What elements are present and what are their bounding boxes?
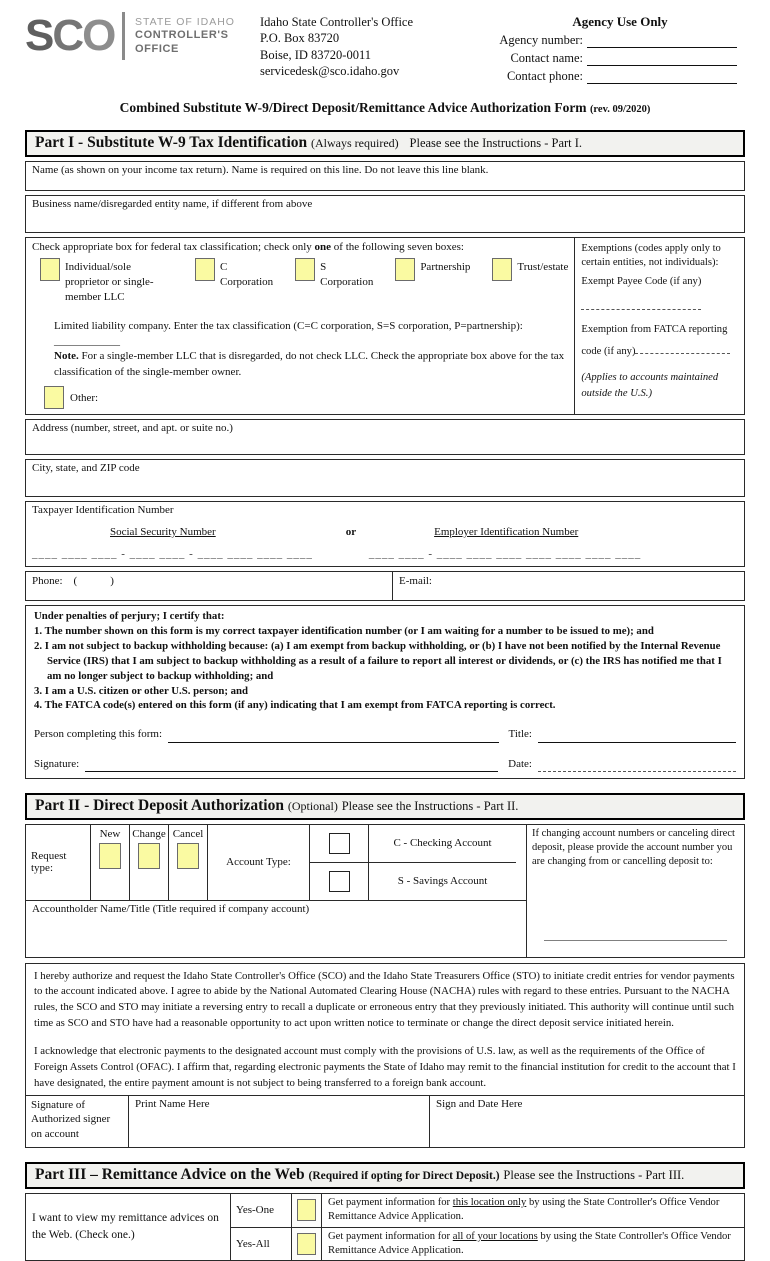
fatca-exemption-label-line1: Exemption from FATCA reporting bbox=[581, 324, 728, 336]
controller-address-block bbox=[260, 12, 495, 79]
option-individual bbox=[40, 258, 177, 305]
checkbox-request-change[interactable] bbox=[138, 843, 160, 869]
remittance-advice-table bbox=[25, 1193, 745, 1261]
checkbox-yes-one[interactable] bbox=[297, 1199, 316, 1221]
accountholder-label: Accountholder Name/Title (Title required if company account) bbox=[32, 902, 310, 915]
sco-logo-letters bbox=[25, 11, 115, 61]
business-name-field-row[interactable] bbox=[25, 195, 745, 233]
date-field[interactable] bbox=[538, 759, 736, 772]
accountholder-field-row[interactable] bbox=[26, 901, 526, 957]
classification-options bbox=[40, 258, 568, 305]
account-type-grid bbox=[309, 825, 516, 900]
sign-and-date-label: Sign and Date Here bbox=[436, 1098, 523, 1111]
classification-intro bbox=[32, 241, 568, 253]
print-name-label: Print Name Here bbox=[135, 1098, 210, 1111]
fatca-code-field[interactable] bbox=[635, 341, 730, 354]
option-s-corporation bbox=[295, 258, 373, 305]
ssn-input-blanks[interactable]: ____ ____ ____ - ____ ____ - ____ ____ ____ ____ bbox=[32, 548, 313, 561]
logo-state-line: STATE OF IDAHO bbox=[135, 15, 235, 28]
part1-header bbox=[25, 130, 745, 157]
perjury-intro: Under penalties of perjury; I certify that: bbox=[34, 610, 225, 623]
yes-one-row bbox=[231, 1194, 744, 1227]
form-title bbox=[25, 100, 745, 116]
llc-paragraph bbox=[54, 319, 568, 381]
part3-title-suffix: Please see the Instructions - Part III. bbox=[503, 1168, 685, 1183]
yes-all-row bbox=[231, 1227, 744, 1261]
city-state-zip-field-row[interactable] bbox=[25, 459, 745, 497]
request-change-column bbox=[129, 825, 168, 900]
exemptions-intro: Exemptions (codes apply only to certain entities, not individuals): bbox=[581, 243, 721, 269]
yes-one-description bbox=[322, 1194, 744, 1227]
part1-title-suffix: Please see the Instructions - Part I. bbox=[409, 136, 583, 150]
phone-field[interactable] bbox=[26, 572, 392, 600]
exempt-payee-code-field[interactable] bbox=[581, 297, 701, 310]
title-field[interactable] bbox=[538, 730, 736, 743]
savings-account-label: S - Savings Account bbox=[368, 863, 516, 900]
email-field[interactable] bbox=[392, 572, 744, 600]
title-label: Title: bbox=[508, 728, 532, 741]
address-field-label: Address (number, street, and apt. or suite no.) bbox=[32, 422, 233, 435]
logo-letter-c: C bbox=[52, 11, 83, 61]
yes-all-description bbox=[322, 1228, 744, 1261]
fatca-applies-note: (Applies to accounts maintained outside the U.S.) bbox=[581, 371, 719, 399]
classification-intro-pre: Check appropriate box for federal tax classification; check only bbox=[32, 241, 315, 253]
savings-account-row bbox=[310, 862, 516, 900]
contact-name-field[interactable] bbox=[587, 53, 737, 66]
part3-header bbox=[25, 1162, 745, 1189]
part2-title-note: (Optional) bbox=[287, 798, 338, 813]
logo-divider bbox=[122, 12, 125, 60]
city-state-zip-label: City, state, and ZIP code bbox=[32, 462, 140, 475]
yes-all-text-post: by using the State Controller's Office Vendor Remittance Advice Application. bbox=[328, 1230, 731, 1257]
llc-note-bold: Note. bbox=[54, 350, 79, 363]
logo-office-line: CONTROLLER'S OFFICE bbox=[135, 28, 229, 55]
part2-signature-row bbox=[26, 1095, 744, 1147]
signature-label: Signature: bbox=[34, 757, 80, 770]
yes-all-text-pre: Get payment information for bbox=[328, 1230, 453, 1242]
tax-classification-cell bbox=[26, 238, 574, 414]
part3-title-note: (Required if opting for Direct Deposit.) bbox=[308, 1170, 500, 1183]
option-partnership-label: Partnership bbox=[420, 261, 471, 273]
form-revision: (rev. 09/2020) bbox=[589, 104, 651, 115]
tin-label: Taxpayer Identification Number bbox=[32, 504, 174, 517]
yes-one-text-pre: Get payment information for bbox=[328, 1197, 453, 1209]
option-trust-estate bbox=[492, 258, 568, 305]
llc-note-text: For a single-member LLC that is disregarded, do not check LLC. Check the appropriate box above for the tax classification of the single-member owner. bbox=[54, 350, 565, 378]
logo-letter-o: O bbox=[82, 11, 115, 61]
ein-label: Employer Identification Number bbox=[434, 526, 579, 539]
remittance-question: I want to view my remittance advices on the Web. (Check one.) bbox=[32, 1212, 219, 1242]
date-label: Date: bbox=[508, 757, 532, 770]
request-account-row bbox=[26, 825, 526, 901]
part2-title-suffix: Please see the Instructions - Part II. bbox=[341, 798, 519, 813]
logo-letter-s: S bbox=[25, 11, 53, 61]
name-field-label: Name (as shown on your income tax return). Name is required on this line. Do not leave this line blank. bbox=[32, 164, 489, 176]
checkbox-s-corporation[interactable] bbox=[295, 258, 315, 281]
request-cancel-column bbox=[168, 825, 207, 900]
direct-deposit-table bbox=[25, 824, 745, 958]
email-label: E-mail: bbox=[399, 575, 432, 588]
checkbox-yes-all[interactable] bbox=[297, 1233, 316, 1255]
perjury-certification-box bbox=[25, 605, 745, 779]
exempt-payee-code-label: Exempt Payee Code (if any) bbox=[581, 275, 702, 287]
address-line: P.O. Box 83720 bbox=[260, 31, 340, 46]
checking-account-label: C - Checking Account bbox=[368, 825, 516, 862]
authorized-signer-label: Signature of Authorized signer on account bbox=[31, 1099, 111, 1140]
changing-from-account-field[interactable] bbox=[544, 940, 727, 941]
change-account-note-cell bbox=[526, 825, 744, 957]
part1-title: Part I - Substitute W-9 Tax Identification bbox=[35, 134, 308, 151]
tax-classification-row bbox=[25, 237, 745, 415]
account-type-label: Account Type: bbox=[207, 825, 309, 900]
request-cancel-label: Cancel bbox=[172, 827, 204, 840]
perjury-item-2: 2. I am not subject to backup withholding because: (a) I am exempt from backup withholding, or (b) I have not been notified by the Internal Revenue Service (IRS) that I am subject to backup withholding as a result of a failure to report all interest or dividends, or (c) the IRS has notified me that I am no longer subject to backup withholding; and bbox=[34, 639, 722, 682]
exemptions-cell bbox=[574, 238, 744, 414]
phone-label: Phone: ( ) bbox=[32, 575, 114, 588]
name-field-row[interactable] bbox=[25, 161, 745, 191]
phone-email-row bbox=[25, 571, 745, 601]
authorization-paragraph-1: I hereby authorize and request the Idaho State Controller's Office (SCO) and the Idaho State Treasurers Office (STO) to initiate credit entries for vendor payments to the account indicated above. I agree to abide by the National Automated Clearing House (NACHA) rules with regard to these entries. Pursuant to the NACHA rules, the SCO and STO may initiate a reversing entry to recall a duplicate or erroneous entry that they previously initiated. This authority will continue until such time as SCO and STO have had a reasonable opportunity to act upon written notice to terminate or change the direct deposit service initiated herein. bbox=[34, 969, 735, 1029]
perjury-item-3: 3. I am a U.S. citizen or other U.S. person; and bbox=[34, 684, 249, 697]
sign-and-date-field[interactable] bbox=[429, 1096, 744, 1147]
agency-number-label: Agency number: bbox=[499, 33, 583, 47]
signature-field[interactable] bbox=[85, 759, 498, 772]
business-name-label: Business name/disregarded entity name, if different from above bbox=[32, 198, 313, 210]
checkbox-other[interactable] bbox=[44, 386, 64, 409]
person-completing-label: Person completing this form: bbox=[34, 728, 163, 741]
part2-title: Part II - Direct Deposit Authorization bbox=[35, 796, 284, 814]
checkbox-partnership[interactable] bbox=[395, 258, 415, 281]
part2-header bbox=[25, 793, 745, 820]
or-label: or bbox=[345, 526, 357, 539]
option-c-corporation-label: C Corporation bbox=[220, 261, 274, 288]
checkbox-c-corporation[interactable] bbox=[195, 258, 215, 281]
option-other-label: Other: bbox=[70, 391, 99, 404]
authorization-paragraph-2: I acknowledge that electronic payments to the designated account must comply with the provisions of U.S. law, as well as the requirements of the Office of Foreign Assets Control (OFAC). I affirm that, regarding electronic payments the State of Idaho may remit to the financial institution for credit to the account that I have designated, the entire payment amount is not subject to being transferred to a foreign bank account. bbox=[34, 1045, 736, 1089]
contact-phone-field[interactable] bbox=[587, 71, 737, 84]
person-completing-field[interactable] bbox=[168, 730, 499, 743]
form-title-text: Combined Substitute W-9/Direct Deposit/Remittance Advice Authorization Form bbox=[119, 100, 587, 115]
authorization-box bbox=[25, 963, 745, 1148]
fatca-code-label: code (if any) bbox=[581, 346, 636, 358]
agency-use-only-block bbox=[495, 12, 745, 84]
perjury-item-4: 4. The FATCA code(s) entered on this form (if any) indicating that I am exempt from FATCA reporting is correct. bbox=[34, 699, 556, 712]
llc-line: Limited liability company. Enter the tax classification (C=C corporation, S=S corporation, P=partnership): ____________ bbox=[54, 319, 523, 347]
address-line: Idaho State Controller's Office bbox=[260, 15, 414, 29]
part1-title-note: (Always required) bbox=[311, 136, 399, 150]
yes-one-text-underlined: this location only bbox=[452, 1197, 527, 1209]
checkbox-trust-estate[interactable] bbox=[492, 258, 512, 281]
option-other bbox=[44, 386, 568, 409]
classification-intro-bold: one bbox=[314, 241, 332, 253]
checkbox-request-cancel[interactable] bbox=[177, 843, 199, 869]
agency-use-only-title: Agency Use Only bbox=[572, 14, 668, 29]
classification-intro-post: of the following seven boxes: bbox=[331, 241, 464, 253]
checkbox-request-new[interactable] bbox=[99, 843, 121, 869]
print-name-field[interactable] bbox=[128, 1096, 429, 1147]
fatca-exemption-label-line2 bbox=[581, 341, 738, 359]
logo-wordmark bbox=[135, 16, 260, 57]
request-new-label: New bbox=[99, 827, 121, 840]
sco-logo bbox=[25, 12, 260, 60]
request-new-column bbox=[90, 825, 129, 900]
yes-all-label: Yes-All bbox=[236, 1238, 270, 1251]
address-field-row[interactable] bbox=[25, 419, 745, 455]
checking-account-row bbox=[310, 825, 516, 862]
checkbox-savings-account[interactable] bbox=[329, 871, 350, 892]
contact-phone-label: Contact phone: bbox=[506, 69, 583, 83]
yes-one-text-post: by using the State Controller's Office Vendor Remittance Advice Application. bbox=[328, 1197, 720, 1223]
checkbox-checking-account[interactable] bbox=[329, 833, 350, 854]
part3-title: Part III – Remittance Advice on the Web bbox=[35, 1166, 305, 1184]
option-partnership bbox=[395, 258, 470, 305]
address-line: servicedesk@sco.idaho.gov bbox=[260, 63, 400, 78]
agency-number-field[interactable] bbox=[587, 35, 737, 48]
ssn-label: Social Security Number bbox=[110, 526, 216, 539]
option-c-corporation bbox=[195, 258, 273, 305]
option-s-corporation-label: S Corporation bbox=[320, 261, 374, 288]
tin-row bbox=[25, 501, 745, 567]
perjury-item-1: 1. The number shown on this form is my correct taxpayer identification number (or I am waiting for a number to be issued to me); and bbox=[34, 624, 654, 637]
option-individual-label: Individual/sole proprietor or single-member LLC bbox=[65, 261, 154, 303]
ein-input-blanks[interactable]: ____ ____ - ____ ____ ____ ____ ____ ____ ____ bbox=[368, 548, 642, 561]
address-line: Boise, ID 83720-0011 bbox=[260, 47, 371, 62]
option-trust-estate-label: Trust/estate bbox=[517, 261, 569, 273]
yes-one-label: Yes-One bbox=[236, 1204, 274, 1217]
checkbox-individual[interactable] bbox=[40, 258, 60, 281]
request-change-label: Change bbox=[132, 827, 166, 840]
contact-name-label: Contact name: bbox=[510, 51, 583, 65]
change-account-note: If changing account numbers or canceling direct deposit, please provide the account number you are changing from or cancelling deposit to: bbox=[532, 827, 735, 868]
page-header bbox=[25, 12, 745, 84]
request-type-label: Request type: bbox=[31, 850, 67, 875]
yes-all-text-underlined: all of your locations bbox=[452, 1230, 538, 1242]
